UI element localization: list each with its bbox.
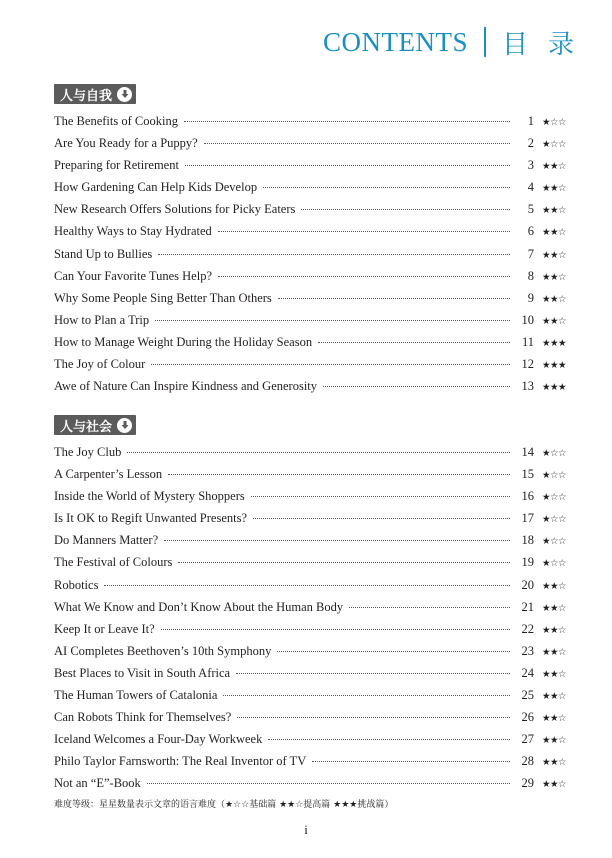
toc-entry[interactable] <box>54 309 574 331</box>
toc-entry-page: 18 <box>521 533 534 548</box>
toc-entry-page: 29 <box>521 776 534 791</box>
toc-entry[interactable] <box>54 596 574 618</box>
difficulty-stars: ★★☆ <box>542 602 567 614</box>
toc-entry[interactable] <box>54 772 574 794</box>
dot-leader <box>312 761 510 762</box>
toc-entry-page: 6 <box>527 224 534 239</box>
section-title-self <box>54 84 136 104</box>
difficulty-stars: ★☆☆ <box>542 117 567 128</box>
dot-leader <box>263 187 510 188</box>
toc-entry-page: 7 <box>527 246 534 261</box>
toc-entry-page: 23 <box>521 643 534 658</box>
difficulty-stars: ★★☆ <box>542 161 567 173</box>
toc-entry[interactable] <box>54 463 574 485</box>
difficulty-stars: ★★☆ <box>542 668 567 680</box>
dot-leader <box>184 121 510 122</box>
toc-entry-title: How to Plan a Trip <box>54 312 150 327</box>
difficulty-stars: ★★☆ <box>542 713 567 725</box>
toc-entry-page: 16 <box>521 489 534 504</box>
toc-entry[interactable] <box>54 110 574 132</box>
dot-leader <box>178 562 510 563</box>
toc-entry-page: 10 <box>521 312 534 327</box>
toc-entry[interactable] <box>54 353 574 375</box>
difficulty-stars: ★★☆ <box>542 779 567 791</box>
toc-entry[interactable] <box>54 662 574 684</box>
toc-entry[interactable] <box>54 287 574 309</box>
toc-entry-title: The Joy Club <box>54 445 122 459</box>
dot-leader <box>155 320 510 321</box>
section-title-label: 人与社会 <box>60 419 113 435</box>
toc-entry[interactable] <box>54 640 574 662</box>
dot-leader <box>237 717 510 718</box>
dot-leader <box>185 165 510 166</box>
dot-leader <box>218 231 510 232</box>
toc-entry-page: 1 <box>527 114 534 128</box>
toc-entry-page: 27 <box>521 732 534 747</box>
toc-entry-page: 24 <box>521 665 534 680</box>
dot-leader <box>253 518 510 519</box>
toc-entry[interactable] <box>54 176 574 198</box>
toc-entry-title: Healthy Ways to Stay Hydrated <box>54 224 212 239</box>
dot-leader <box>204 143 510 144</box>
toc-entry-title: New Research Offers Solutions for Picky Eaters <box>54 202 296 217</box>
toc-list-society <box>54 441 574 795</box>
toc-entry-title: Not an “E”-Book <box>54 776 141 791</box>
toc-entry[interactable] <box>54 154 574 176</box>
dot-leader <box>323 386 510 387</box>
toc-entry-title: Keep It or Leave It? <box>54 621 155 636</box>
difficulty-stars: ★★☆ <box>542 735 567 747</box>
toc-entry-title: How to Manage Weight During the Holiday Season <box>54 334 313 349</box>
difficulty-stars: ★☆☆ <box>542 536 567 548</box>
dot-leader <box>218 276 510 277</box>
toc-entry-page: 13 <box>521 379 534 394</box>
difficulty-stars: ★★☆ <box>542 271 567 283</box>
toc-entry-page: 11 <box>521 334 534 349</box>
dot-leader <box>223 695 510 696</box>
difficulty-stars: ★☆☆ <box>542 514 567 526</box>
dot-leader <box>251 496 510 497</box>
toc-entry[interactable] <box>54 331 574 353</box>
toc-entry[interactable] <box>54 507 574 529</box>
difficulty-stars: ★★★ <box>542 360 567 372</box>
difficulty-stars: ★★☆ <box>542 691 567 703</box>
dot-leader <box>318 342 510 343</box>
dot-leader <box>104 585 510 586</box>
dot-leader <box>168 474 510 475</box>
toc-entry-page: 20 <box>521 577 534 592</box>
toc-entry-title: Can Your Favorite Tunes Help? <box>54 268 212 283</box>
difficulty-stars: ★☆☆ <box>542 558 567 570</box>
toc-entry-page: 12 <box>521 357 534 372</box>
difficulty-stars: ★★☆ <box>542 315 567 327</box>
toc-entry[interactable] <box>54 243 574 265</box>
section-title-society <box>54 415 136 435</box>
toc-entry-page: 9 <box>527 290 534 305</box>
toc-entry-title: Inside the World of Mystery Shoppers <box>54 489 245 504</box>
difficulty-stars: ★★☆ <box>542 624 567 636</box>
header-divider <box>484 27 486 57</box>
toc-entry-title: Are You Ready for a Puppy? <box>54 136 198 151</box>
toc-entry-title: Why Some People Sing Better Than Others <box>54 290 272 305</box>
toc-entry-title: The Festival of Colours <box>54 555 173 570</box>
difficulty-stars: ★☆☆ <box>542 492 567 504</box>
toc-entry[interactable] <box>54 220 574 242</box>
toc-entry[interactable] <box>54 441 574 463</box>
difficulty-stars: ★☆☆ <box>542 470 567 482</box>
dot-leader <box>268 739 510 740</box>
toc-entry-title: The Human Towers of Catalonia <box>54 688 218 703</box>
toc-entry-title: A Carpenter’s Lesson <box>54 467 163 482</box>
toc-entry-title: The Joy of Colour <box>54 357 146 372</box>
toc-entry-page: 8 <box>527 268 534 283</box>
toc-entry-page: 4 <box>527 180 534 195</box>
dot-leader <box>151 364 510 365</box>
difficulty-stars: ★★☆ <box>542 757 567 769</box>
toc-entry-title: The Benefits of Cooking <box>54 114 178 128</box>
difficulty-stars: ★☆☆ <box>542 139 567 151</box>
toc-entry[interactable] <box>54 684 574 706</box>
toc-list-self <box>54 110 574 397</box>
toc-entry-page: 14 <box>521 445 534 459</box>
toc-entry[interactable] <box>54 529 574 551</box>
toc-entry-page: 17 <box>521 511 534 526</box>
toc-entry-page: 25 <box>521 688 534 703</box>
contents-title-cn: 目录 <box>501 29 594 60</box>
dot-leader <box>158 254 510 255</box>
difficulty-stars: ★★☆ <box>542 249 567 261</box>
toc-entry[interactable] <box>54 132 574 154</box>
toc-entry[interactable] <box>54 265 574 287</box>
toc-entry-title: Awe of Nature Can Inspire Kindness and Generosity <box>54 379 318 394</box>
toc-entry[interactable] <box>54 706 574 728</box>
dot-leader <box>349 607 510 608</box>
section-title-label: 人与自我 <box>60 88 113 104</box>
page-header <box>322 22 594 62</box>
toc-entry-title: Best Places to Visit in South Africa <box>54 665 231 680</box>
dot-leader <box>164 540 510 541</box>
difficulty-stars: ★★☆ <box>542 646 567 658</box>
difficulty-stars: ★★☆ <box>542 183 567 195</box>
dot-leader <box>278 298 510 299</box>
toc-entry-page: 28 <box>521 754 534 769</box>
toc-entry-title: Stand Up to Bullies <box>54 246 153 261</box>
arrow-down-icon <box>117 87 132 102</box>
toc-entry[interactable] <box>54 375 574 397</box>
toc-entry-title: How Gardening Can Help Kids Develop <box>54 180 258 195</box>
dot-leader <box>277 651 510 652</box>
toc-entry[interactable] <box>54 750 574 772</box>
toc-entry-page: 15 <box>521 467 534 482</box>
difficulty-stars: ★★☆ <box>542 205 567 217</box>
difficulty-stars: ★★☆ <box>542 293 567 305</box>
dot-leader <box>147 783 510 784</box>
toc-entry-title: Robotics <box>54 577 99 592</box>
toc-entry[interactable] <box>54 728 574 750</box>
difficulty-stars: ★★★ <box>542 337 567 349</box>
page-number: i <box>304 822 308 837</box>
toc-entry[interactable] <box>54 551 574 573</box>
dot-leader <box>301 209 510 210</box>
toc-entry[interactable] <box>54 198 574 220</box>
toc-entry-title: Philo Taylor Farnsworth: The Real Inventor of TV <box>54 754 307 769</box>
toc-entry-title: Can Robots Think for Themselves? <box>54 710 232 725</box>
toc-entry-page: 3 <box>527 158 534 173</box>
toc-entry-title: Iceland Welcomes a Four-Day Workweek <box>54 732 263 747</box>
difficulty-stars: ★☆☆ <box>542 448 567 459</box>
toc-entry-page: 2 <box>527 136 534 151</box>
dot-leader <box>127 452 510 453</box>
toc-entry-title: What We Know and Don’t Know About the Human Body <box>54 599 344 614</box>
toc-entry-title: Is It OK to Regift Unwanted Presents? <box>54 511 248 526</box>
toc-entry-title: AI Completes Beethoven’s 10th Symphony <box>54 643 272 658</box>
dot-leader <box>236 673 510 674</box>
contents-title: CONTENTS <box>322 26 468 57</box>
difficulty-stars: ★★☆ <box>542 227 567 239</box>
toc-entry-page: 21 <box>521 599 534 614</box>
toc-entry[interactable] <box>54 574 574 596</box>
difficulty-stars: ★★☆ <box>542 580 567 592</box>
toc-entry-page: 19 <box>521 555 534 570</box>
difficulty-footnote: 难度等级：星星数量表示文章的语言难度（★☆☆基础篇 ★★☆提高篇 ★★★挑战篇） <box>54 800 394 810</box>
toc-entry[interactable] <box>54 618 574 640</box>
difficulty-stars: ★★★ <box>542 382 567 394</box>
toc-entry[interactable] <box>54 485 574 507</box>
toc-entry-title: Do Manners Matter? <box>54 533 159 548</box>
toc-entry-page: 26 <box>521 710 534 725</box>
toc-entry-page: 5 <box>527 202 534 217</box>
toc-entry-page: 22 <box>521 621 534 636</box>
toc-entry-title: Preparing for Retirement <box>54 158 179 173</box>
arrow-down-icon <box>117 418 132 433</box>
dot-leader <box>161 629 510 630</box>
